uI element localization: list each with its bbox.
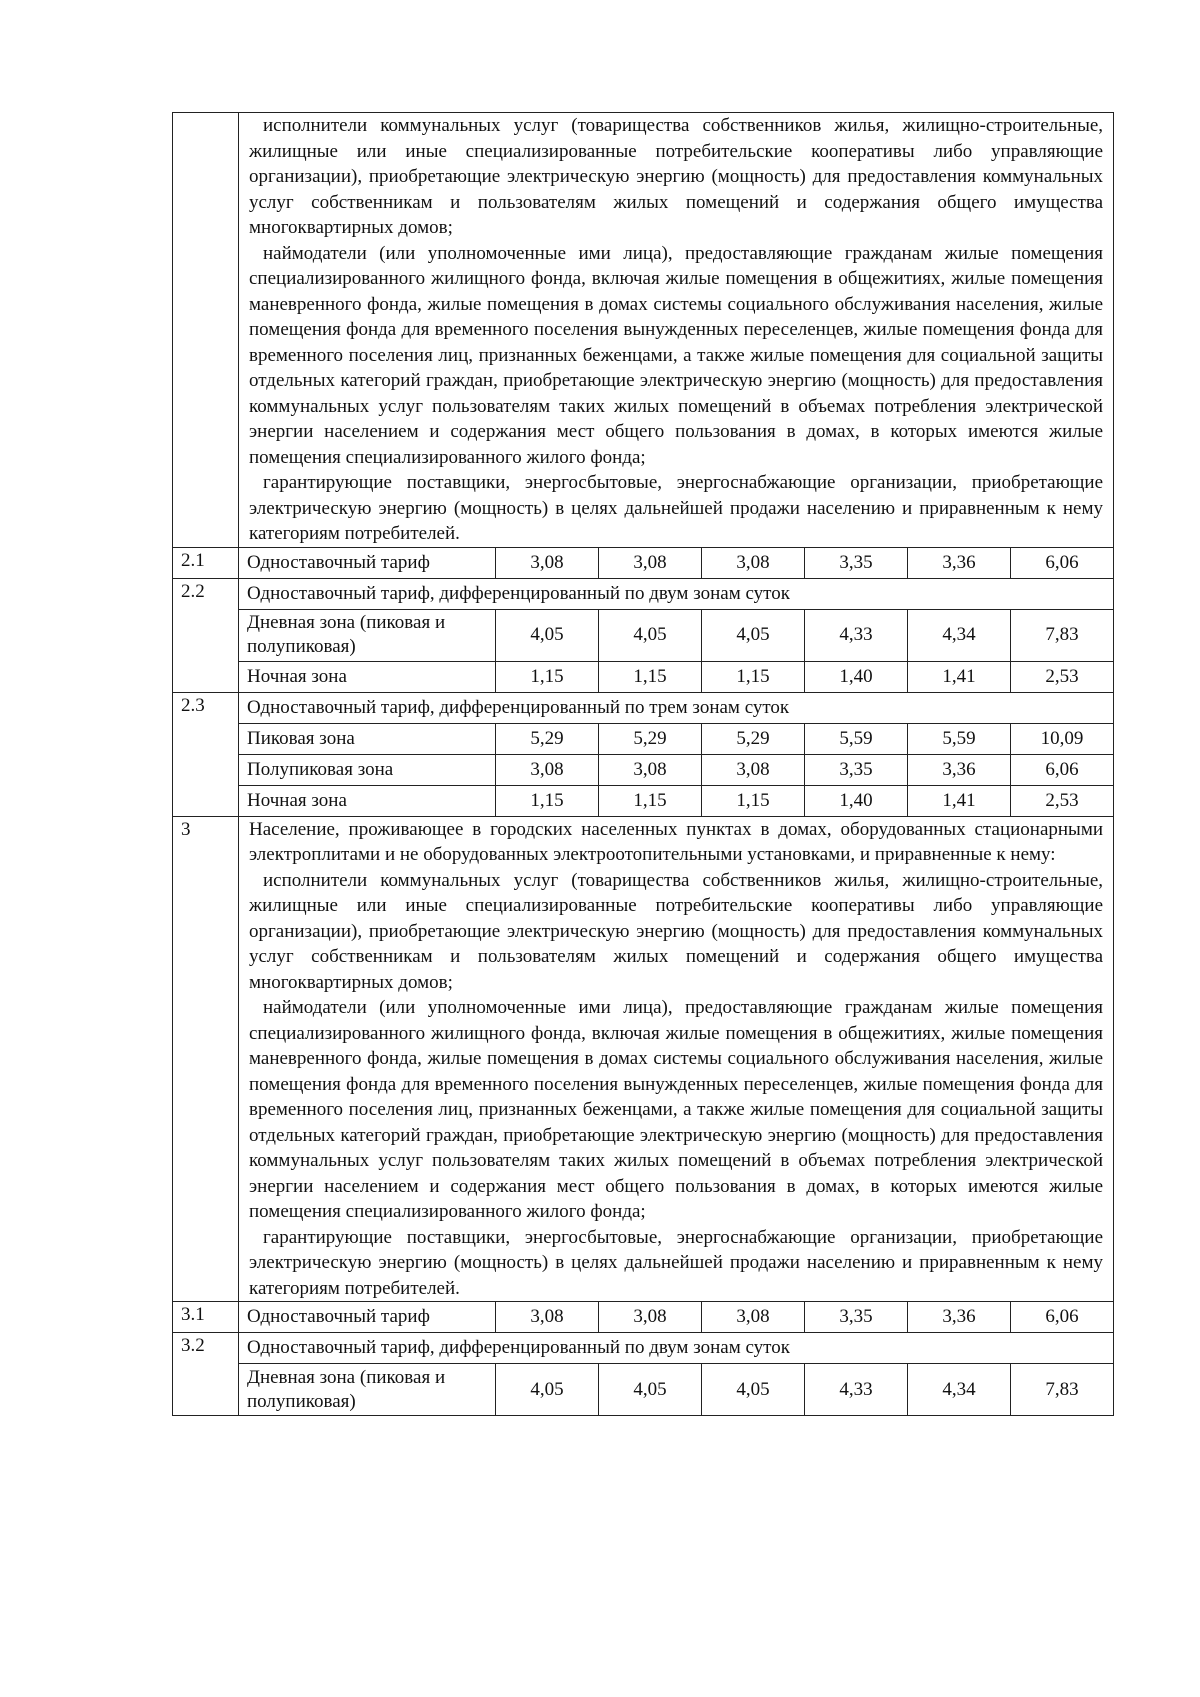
- value-cell: 5,59: [908, 723, 1011, 754]
- value-cell: 4,05: [702, 609, 805, 661]
- value-cell: 1,40: [805, 785, 908, 816]
- value-cell: 4,05: [496, 609, 599, 661]
- value-cell: 5,29: [496, 723, 599, 754]
- document-page: [172, 112, 1113, 1416]
- value-cell: 1,41: [908, 785, 1011, 816]
- row-name: Пиковая зона: [239, 723, 496, 754]
- row-2-2-night: [173, 661, 1114, 692]
- s2-para-1: исполнители коммунальных услуг (товарищества собственников жилья, жилищно-строительные, жилищные или иные специализированные потребительские кооперативы либо управляющие организации), приобретающие электрическую энергию (мощность) для предоставления коммунальных услуг собственникам и пользователям жилых помещений и содержания общего имущества многоквартирных домов;: [249, 115, 1104, 238]
- value-cell: 3,36: [908, 1302, 1011, 1333]
- value-cell: 4,34: [908, 1364, 1011, 1416]
- row-2-3-semipeak: [173, 754, 1114, 785]
- value-cell: 1,15: [702, 785, 805, 816]
- section-3-text-row: [173, 816, 1114, 1302]
- row-3-1: [173, 1302, 1114, 1333]
- value-cell: 2,53: [1011, 785, 1114, 816]
- value-cell: 6,06: [1011, 754, 1114, 785]
- row-number: 2.3: [173, 692, 239, 816]
- value-cell: 1,40: [805, 661, 908, 692]
- value-cell: 3,08: [599, 547, 702, 578]
- value-cell: 3,36: [908, 754, 1011, 785]
- value-cell: 4,05: [599, 1364, 702, 1416]
- value-cell: 3,08: [702, 754, 805, 785]
- row-name: Одноставочный тариф: [239, 547, 496, 578]
- value-cell: 3,08: [702, 1302, 805, 1333]
- value-cell: 5,29: [599, 723, 702, 754]
- value-cell: 1,15: [702, 661, 805, 692]
- row-3-2-title: [173, 1333, 1114, 1364]
- value-cell: 3,35: [805, 1302, 908, 1333]
- row-name: Полупиковая зона: [239, 754, 496, 785]
- s3-para-3: гарантирующие поставщики, энергосбытовые, энергоснабжающие организации, приобретающие электрическую энергию (мощность) в целях дальнейшей продажи населению и приравненным к нему категориям потребителей.: [249, 1226, 1104, 1299]
- value-cell: 7,83: [1011, 1364, 1114, 1416]
- value-cell: 3,08: [496, 1302, 599, 1333]
- value-cell: 2,53: [1011, 661, 1114, 692]
- section-2-text-row: [173, 113, 1114, 548]
- row-name: Одноставочный тариф: [239, 1302, 496, 1333]
- value-cell: 10,09: [1011, 723, 1114, 754]
- value-cell: 4,05: [702, 1364, 805, 1416]
- row-name: Ночная зона: [239, 785, 496, 816]
- row-3-2-day: [173, 1364, 1114, 1416]
- row-title: Одноставочный тариф, дифференцированный по трем зонам суток: [239, 692, 1114, 723]
- row-2-1: [173, 547, 1114, 578]
- row-2-2-day: [173, 609, 1114, 661]
- value-cell: 3,35: [805, 547, 908, 578]
- value-cell: 3,36: [908, 547, 1011, 578]
- value-cell: 6,06: [1011, 1302, 1114, 1333]
- row-number: 3: [173, 816, 239, 1302]
- value-cell: 3,08: [496, 754, 599, 785]
- value-cell: 4,05: [496, 1364, 599, 1416]
- row-title: Одноставочный тариф, дифференцированный по двум зонам суток: [239, 578, 1114, 609]
- value-cell: 4,05: [599, 609, 702, 661]
- value-cell: 1,15: [496, 785, 599, 816]
- value-cell: 3,35: [805, 754, 908, 785]
- value-cell: 6,06: [1011, 547, 1114, 578]
- s3-para-1: исполнители коммунальных услуг (товарищества собственников жилья, жилищно-строительные, жилищные или иные специализированные потребительские кооперативы либо управляющие организации), приобретающие электрическую энергию (мощность) для предоставления коммунальных услуг собственникам и пользователям жилых помещений и содержания общего имущества многоквартирных домов;: [249, 869, 1104, 993]
- row-name: Дневная зона (пиковая и полупиковая): [239, 1364, 496, 1416]
- row-title: Одноставочный тариф, дифференцированный по двум зонам суток: [239, 1333, 1114, 1364]
- s3-intro: Население, проживающее в городских населенных пунктах в домах, оборудованных стационарными электроплитами и не оборудованных электроотопительными установками, и приравненные к нему:: [249, 818, 1104, 865]
- value-cell: 3,08: [496, 547, 599, 578]
- value-cell: 1,15: [599, 785, 702, 816]
- s2-para-2: наймодатели (или уполномоченные ими лица), предоставляющие гражданам жилые помещения специализированного жилищного фонда, включая жилые помещения в общежитиях, жилые помещения маневренного фонда, жилые помещения в домах системы социального обслуживания населения, жилые помещения фонда для временного поселения вынужденных переселенцев, жилые помещения фонда для временного поселения лиц, признанных беженцами, а также жилые помещения для социальной защиты отдельных категорий граждан, приобретающие электрическую энергию (мощность) для предоставления коммунальных услуг пользователям таких жилых помещений в объемах потребления электрической энергии населением и содержания мест общего пользования в домах, в которых имеются жилые помещения специализированного жилого фонда;: [249, 242, 1104, 468]
- s2-para-3: гарантирующие поставщики, энергосбытовые, энергоснабжающие организации, приобретающие электрическую энергию (мощность) в целях дальнейшей продажи населению и приравненным к нему категориям потребителей.: [249, 472, 1104, 544]
- row-number: 2.2: [173, 578, 239, 692]
- value-cell: 4,34: [908, 609, 1011, 661]
- row-number: 2.1: [173, 547, 239, 578]
- row-2-3-title: [173, 692, 1114, 723]
- row-number: 3.1: [173, 1302, 239, 1333]
- value-cell: 3,08: [702, 547, 805, 578]
- value-cell: 7,83: [1011, 609, 1114, 661]
- value-cell: 3,08: [599, 754, 702, 785]
- value-cell: 1,41: [908, 661, 1011, 692]
- value-cell: 5,29: [702, 723, 805, 754]
- row-number: 3.2: [173, 1333, 239, 1416]
- value-cell: 5,59: [805, 723, 908, 754]
- row-2-2-title: [173, 578, 1114, 609]
- value-cell: 3,08: [599, 1302, 702, 1333]
- row-2-3-night: [173, 785, 1114, 816]
- s3-para-2: наймодатели (или уполномоченные ими лица), предоставляющие гражданам жилые помещения специализированного жилищного фонда, включая жилые помещения в общежитиях, жилые помещения маневренного фонда, жилые помещения в домах системы социального обслуживания населения, жилые помещения фонда для временного поселения вынужденных переселенцев, жилые помещения фонда для временного поселения лиц, признанных беженцами, а также жилые помещения для социальной защиты отдельных категорий граждан, приобретающие электрическую энергию (мощность) для предоставления коммунальных услуг пользователям таких жилых помещений в объемах потребления электрической энергии населением и содержания мест общего пользования в домах, в которых имеются жилые помещения специализированного жилого фонда;: [249, 997, 1104, 1222]
- value-cell: 4,33: [805, 1364, 908, 1416]
- row-name: Ночная зона: [239, 661, 496, 692]
- tariff-table: [172, 112, 1114, 1416]
- value-cell: 4,33: [805, 609, 908, 661]
- row-2-3-peak: [173, 723, 1114, 754]
- value-cell: 1,15: [599, 661, 702, 692]
- value-cell: 1,15: [496, 661, 599, 692]
- row-name: Дневная зона (пиковая и полупиковая): [239, 609, 496, 661]
